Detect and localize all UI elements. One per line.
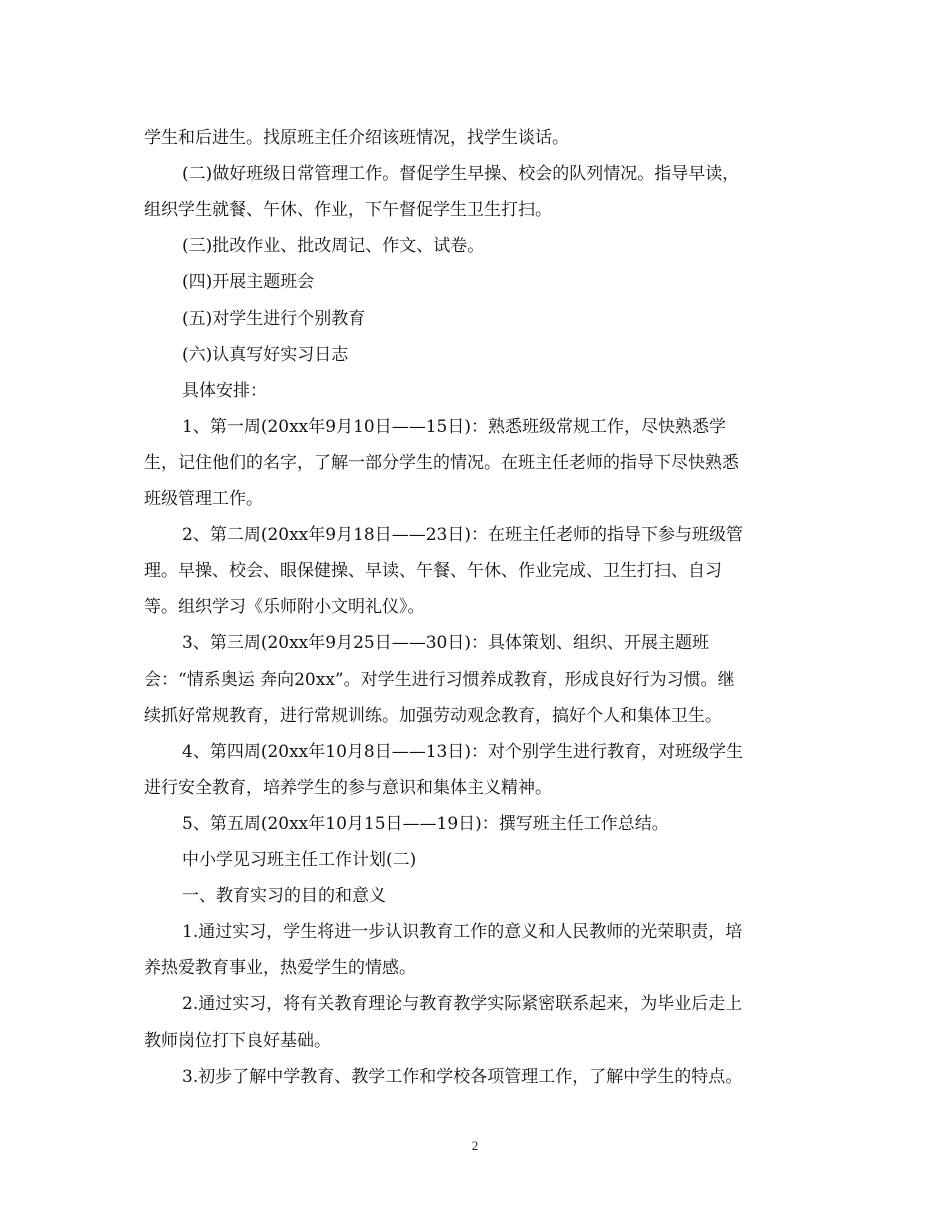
- page-number: 2: [471, 1138, 479, 1153]
- text-line: 具体安排：: [182, 380, 267, 401]
- text-line: 5、第五周(20xx年10月15日——19日)：撰写班主任工作总结。: [182, 813, 669, 834]
- text-line: 1、第一周(20xx年9月10日——15日)：熟悉班级常规工作，尽快熟悉学: [182, 416, 726, 437]
- text-line: 3、第三周(20xx年9月25日——30日)：具体策划、组织、开展主题班: [182, 633, 709, 654]
- text-line: 进行安全教育，培养学生的参与意识和集体主义精神。: [144, 777, 552, 798]
- text-line: 班级管理工作。: [144, 489, 263, 509]
- text-line: (四)开展主题班会: [182, 272, 315, 293]
- text-line: 学生和后进生。找原班主任介绍该班情况，找学生谈话。: [144, 128, 569, 148]
- text-line: 2、第二周(20xx年9月18日——23日)：在班主任老师的指导下参与班级管: [182, 525, 743, 546]
- text-line: 中小学见习班主任工作计划(二): [182, 850, 417, 870]
- text-line: 1.通过实习，学生将进一步认识教育工作的意义和人民教师的光荣职责，培: [182, 922, 743, 943]
- text-line: (五)对学生进行个别教育: [182, 308, 366, 329]
- text-line: 3.初步了解中学教育、教学工作和学校各项管理工作，了解中学生的特点。: [182, 1066, 743, 1087]
- text-line: 等。组织学习《乐师附小文明礼仪》。: [144, 597, 425, 618]
- text-line: 2.通过实习，将有关教育理论与教育教学实际紧密联系起来，为毕业后走上: [182, 994, 743, 1015]
- text-line: (二)做好班级日常管理工作。督促学生早操、校会的队列情况。指导早读，: [182, 164, 740, 185]
- text-line: 生，记住他们的名字，了解一部分学生的情况。在班主任老师的指导下尽快熟悉: [144, 452, 739, 473]
- text-line: 续抓好常规教育，进行常规训练。加强劳动观念教育，搞好个人和集体卫生。: [144, 705, 722, 726]
- text-line: (三)批改作业、批改周记、作文、试卷。: [182, 236, 485, 257]
- text-line: 理。早操、校会、眼保健操、早读、午餐、午休、作业完成、卫生打扫、自习: [144, 561, 722, 582]
- text-line: (六)认真写好实习日志: [182, 344, 349, 365]
- text-line: 4、第四周(20xx年10月8日——13日)：对个别学生进行教育，对班级学生: [182, 741, 743, 762]
- text-line: 会：“情系奥运 奔向20xx”。对学生进行习惯养成教育，形成良好行为习惯。继: [144, 669, 735, 690]
- text-line: 一、教育实习的目的和意义: [182, 886, 386, 907]
- text-line: 教师岗位打下良好基础。: [144, 1030, 331, 1051]
- text-line: 养热爱教育事业，热爱学生的情感。: [144, 958, 416, 979]
- text-line: 组织学生就餐、午休、作业，下午督促学生卫生打扫。: [144, 200, 552, 221]
